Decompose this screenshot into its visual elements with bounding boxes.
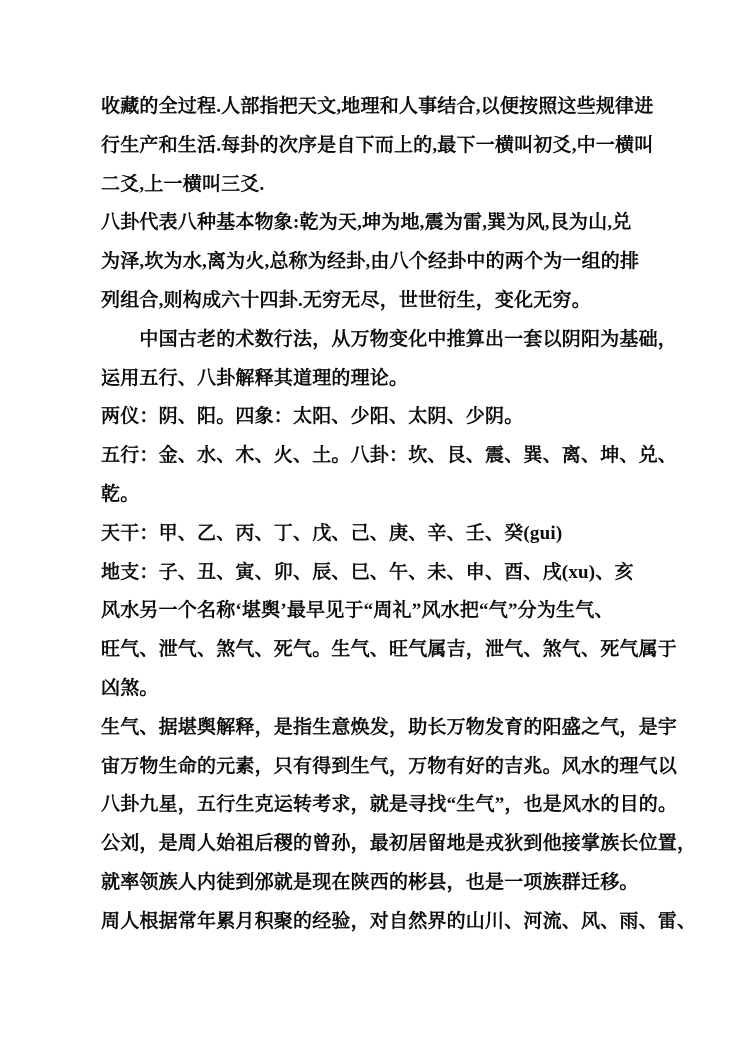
- paragraph: [101, 398, 647, 437]
- paragraph: [101, 88, 654, 204]
- text-line: 八卦代表八种基本物象:乾为天,坤为地,震为雷,巽为风,艮为山,兑: [101, 212, 632, 234]
- text-line: 运用五行、八卦解释其道理的理论。: [101, 367, 409, 389]
- text-line: 就率领族人内徒到邠就是现在陕西的彬县，也是一项族群迁移。: [101, 871, 639, 893]
- text-line: 旺气、泄气、煞气、死气。生气、旺气属吉，泄气、煞气、死气属于: [101, 639, 678, 661]
- paragraph: [101, 554, 647, 593]
- text-line: 风水另一个名称‘堪舆’最早见于“周礼”风水把“气”分为生气、: [101, 600, 614, 622]
- text-line: 中国古老的术数行法，从万物变化中推算出一套以阴阳为基础，: [101, 328, 678, 350]
- text-line: 周人根据常年累月积聚的经验，对自然界的山川、河流、风、雨、雷、: [101, 910, 697, 932]
- paragraph: [101, 515, 647, 554]
- text-line: 乾。: [101, 483, 140, 505]
- paragraph: [101, 592, 678, 708]
- text-line: 天干：甲、乙、丙、丁、戊、己、庚、辛、壬、癸(gui): [101, 522, 563, 544]
- text-line: 公刘，是周人始祖后稷的曾孙，最初居留地是戎狄到他接掌族长位置，: [101, 833, 697, 855]
- text-line: 二爻,上一横叫三爻.: [101, 173, 265, 195]
- text-line: 八卦九星，五行生克运转考求，就是寻找“生气”，也是风水的目的。: [101, 794, 678, 816]
- text-line: 五行：金、水、木、火、土。八卦：坎、艮、震、巽、离、坤、兑、: [101, 445, 678, 467]
- text-line: 凶煞。: [101, 677, 159, 699]
- text-line: 宙万物生命的元素，只有得到生气，万物有好的吉兆。风水的理气以: [101, 755, 678, 777]
- paragraph: [101, 709, 678, 825]
- text-line: 地支：子、丑、寅、卯、辰、巳、午、未、申、酉、戌(xu)、亥: [101, 561, 634, 583]
- text-line: 生气、据堪舆解释，是指生意焕发，助长万物发育的阳盛之气，是宇: [101, 716, 678, 738]
- paragraph: [101, 903, 697, 942]
- text-line: 两仪：阴、阳。四象：太阳、少阳、太阴、少阴。: [101, 406, 524, 428]
- paragraph: [101, 437, 678, 515]
- text-line: 收藏的全过程.人部指把天文,地理和人事结合,以便按照这些规律进: [101, 96, 654, 117]
- text-line: 行生产和生活.每卦的次序是自下而上的,最下一横叫初爻,中一横叫: [101, 134, 654, 156]
- paragraph: [101, 825, 697, 903]
- paragraph: [101, 321, 678, 399]
- text-block: [101, 88, 697, 942]
- paragraph: [101, 204, 647, 320]
- text-line: 列组合,则构成六十四卦.无穷无尽，世世衍生，变化无穷。: [101, 289, 591, 311]
- text-line: 为泽,坎为水,离为火,总称为经卦,由八个经卦中的两个为一组的排: [101, 251, 640, 273]
